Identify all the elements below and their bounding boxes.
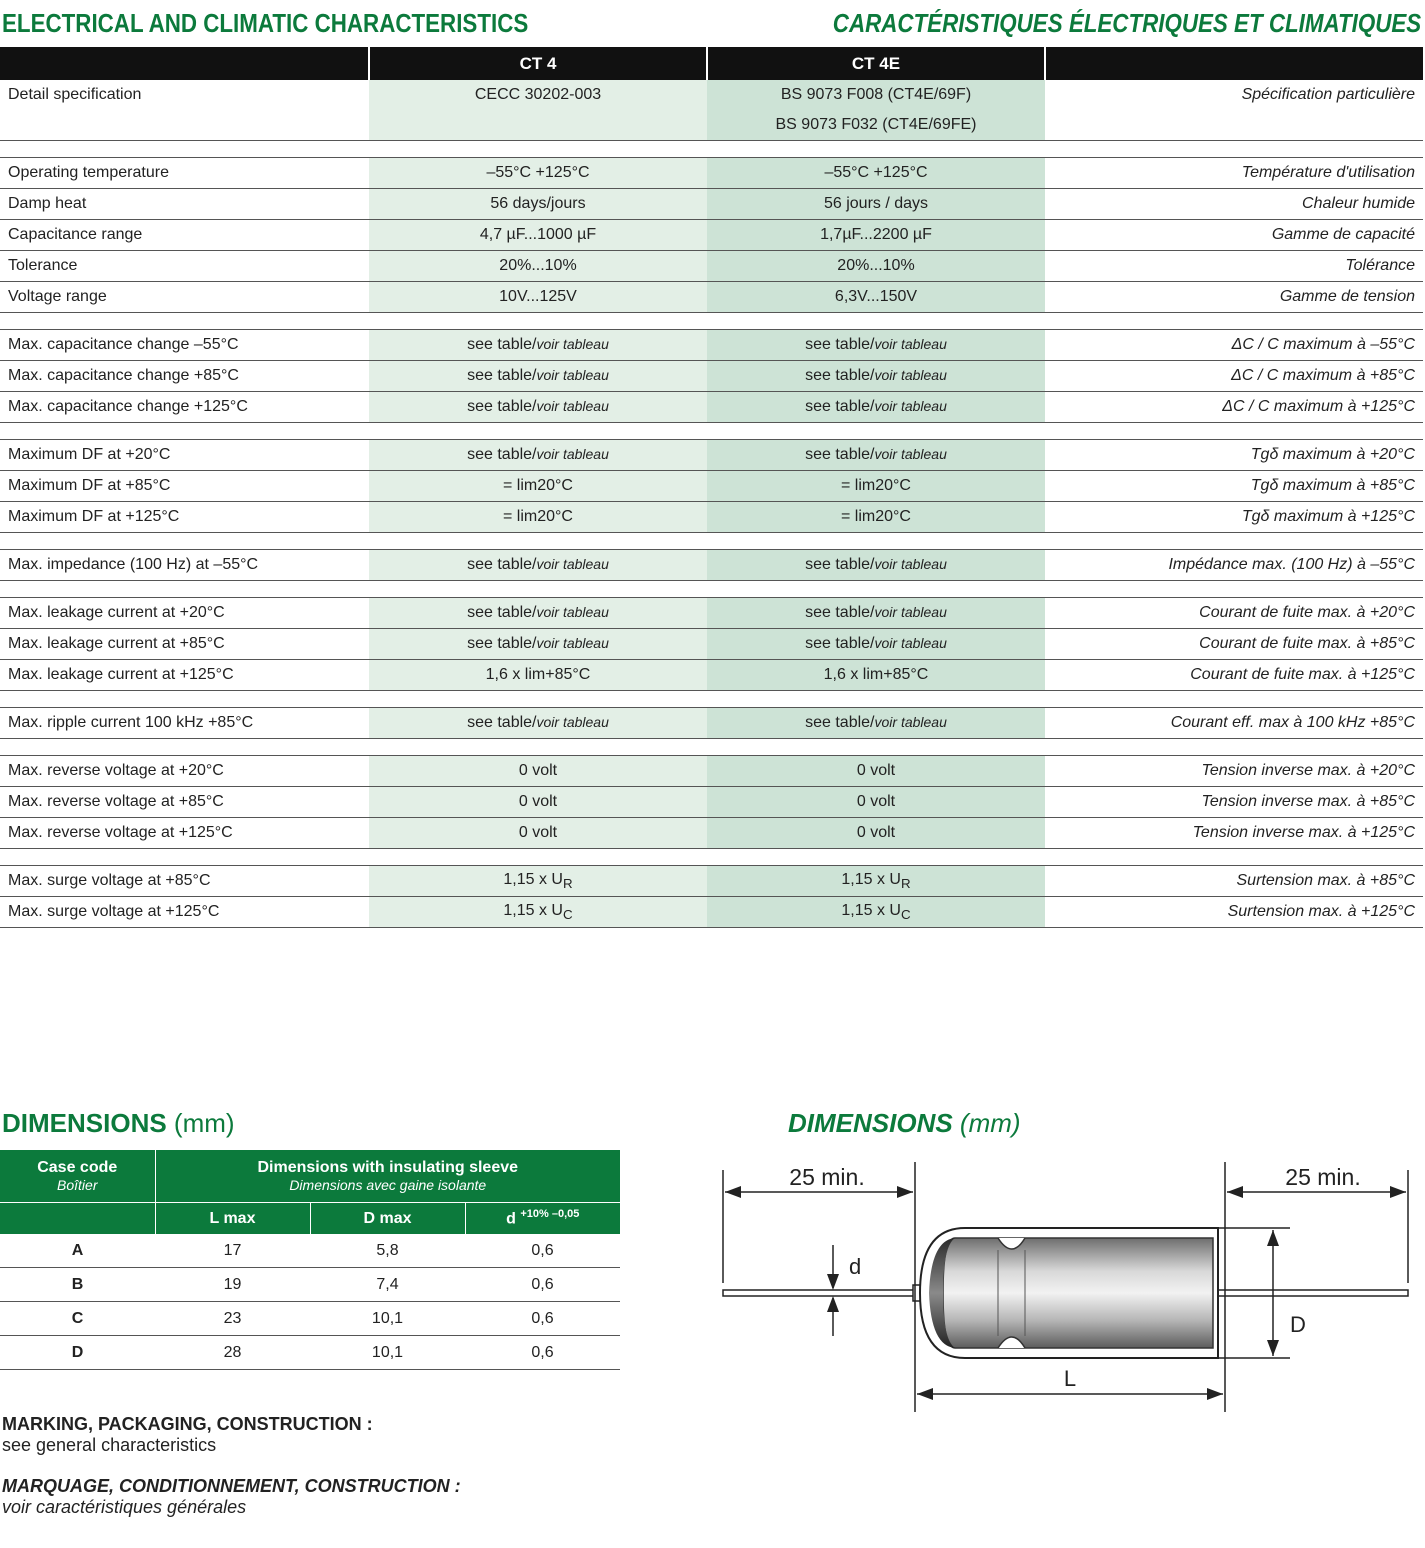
capacitor-dimension-drawing (715, 1150, 1415, 1420)
row-label-fr: Tension inverse max. à +20°C (1045, 756, 1423, 787)
d-small-cell: 0,6 (465, 1336, 620, 1370)
table-row (0, 629, 1423, 660)
ct4-value: 20%...10% (369, 251, 707, 282)
ct4-value: see table/voir tableau (369, 440, 707, 471)
row-label-fr: ΔC / C maximum à +125°C (1045, 392, 1423, 423)
table-row (0, 392, 1423, 423)
l-max-cell: 19 (155, 1268, 310, 1302)
ct4-value: see table/voir tableau (369, 598, 707, 629)
d-max-header: D max (310, 1203, 465, 1235)
table-row (0, 550, 1423, 581)
ct4e-value: 0 volt (707, 756, 1045, 787)
row-label-fr: Surtension max. à +125°C (1045, 897, 1423, 928)
l-max-cell: 28 (155, 1336, 310, 1370)
table-row (0, 251, 1423, 282)
row-label-fr: Spécification particulière (1241, 86, 1415, 103)
d-label: d (849, 1254, 862, 1279)
table-row (0, 158, 1423, 189)
header-blank (0, 47, 369, 80)
ct4e-value: –55°C +125°C (707, 158, 1045, 189)
row-label: Max. reverse voltage at +125°C (0, 818, 369, 849)
table-row (0, 110, 1423, 141)
header-ct4: CT 4 (369, 47, 707, 80)
table-row (0, 598, 1423, 629)
ct4-value: 0 volt (369, 818, 707, 849)
lead-left-label: 25 min. (789, 1164, 865, 1190)
ct4e-value: 0 volt (707, 787, 1045, 818)
ct4-value: = lim20°C (369, 502, 707, 533)
d-max-cell: 5,8 (310, 1234, 465, 1268)
marking-note-en: MARKING, PACKAGING, CONSTRUCTION : see general characteristics (2, 1414, 373, 1455)
ct4e-value: 0 volt (707, 818, 1045, 849)
row-label-fr: Gamme de tension (1045, 282, 1423, 313)
ct4-value: see table/voir tableau (369, 361, 707, 392)
left-lead (723, 1290, 918, 1296)
row-label: Damp heat (0, 189, 369, 220)
row-label-fr: Tension inverse max. à +125°C (1045, 818, 1423, 849)
row-label-fr: Tgδ maximum à +125°C (1045, 502, 1423, 533)
row-label: Operating temperature (0, 158, 369, 189)
row-label-fr: Courant de fuite max. à +85°C (1045, 629, 1423, 660)
dimension-row (0, 1302, 620, 1336)
d-small-cell: 0,6 (465, 1234, 620, 1268)
ct4e-value: 20%...10% (707, 251, 1045, 282)
ct4-value: 56 days/jours (369, 189, 707, 220)
row-label-fr: Tgδ maximum à +20°C (1045, 440, 1423, 471)
l-max-cell: 23 (155, 1302, 310, 1336)
header-blank-right (1045, 47, 1423, 80)
row-label-fr: Courant de fuite max. à +20°C (1045, 598, 1423, 629)
table-row (0, 818, 1423, 849)
ct4-value: see table/voir tableau (369, 550, 707, 581)
case-code-cell: A (0, 1234, 155, 1268)
case-code-header: Case code Boîtier (0, 1150, 155, 1203)
d-small-header: d $^{+10\% -0,05}$ (465, 1203, 620, 1235)
ct4e-value: BS 9073 F032 (CT4E/69FE) (707, 110, 1045, 141)
row-label-fr: Chaleur humide (1045, 189, 1423, 220)
ct4e-value: see table/voir tableau (707, 598, 1045, 629)
table-row (0, 502, 1423, 533)
row-label: Max. leakage current at +85°C (0, 629, 369, 660)
L-label: L (1063, 1366, 1077, 1391)
ct4-value: see table/voir tableau (369, 330, 707, 361)
table-row (0, 330, 1423, 361)
row-label: Max. reverse voltage at +85°C (0, 787, 369, 818)
ct4e-value: 56 jours / days (707, 189, 1045, 220)
dimensions-title: DIMENSIONS (mm) (2, 1108, 235, 1138)
row-label: Max. capacitance change +125°C (0, 392, 369, 423)
characteristics-table (0, 47, 1423, 928)
row-label-fr: Courant eff. max à 100 kHz +85°C (1045, 708, 1423, 739)
ct4e-value: 1,6 x lim+85°C (707, 660, 1045, 691)
ct4e-value: see table/voir tableau (707, 629, 1045, 660)
dimension-row (0, 1336, 620, 1370)
section-title-en: ELECTRICAL AND CLIMATIC CHARACTERISTICS (2, 8, 529, 38)
ct4e-value: = lim20°C (707, 471, 1045, 502)
capacitor-body (943, 1238, 1213, 1348)
right-lead (1218, 1290, 1408, 1296)
table-row (0, 220, 1423, 251)
d-max-cell: 7,4 (310, 1268, 465, 1302)
ct4e-value: 1,15 x $U_R$ (707, 866, 1045, 897)
row-label-fr: Température d'utilisation (1045, 158, 1423, 189)
d-max-cell: 10,1 (310, 1336, 465, 1370)
row-label: Capacitance range (0, 220, 369, 251)
table-row (0, 361, 1423, 392)
d-small-cell: 0,6 (465, 1302, 620, 1336)
dimensions-header: Dimensions with insulating sleeve Dimensions avec gaine isolante (155, 1150, 620, 1203)
D-label: D (1290, 1312, 1306, 1337)
ct4e-value: = lim20°C (707, 502, 1045, 533)
row-label-fr: Gamme de capacité (1045, 220, 1423, 251)
header-ct4e: CT 4E (707, 47, 1045, 80)
section-title-fr: CARACTÉRISTIQUES ÉLECTRIQUES ET CLIMATIQUES (832, 8, 1421, 38)
row-label: Tolerance (0, 251, 369, 282)
row-label-fr: Impédance max. (100 Hz) à –55°C (1045, 550, 1423, 581)
row-label-fr: Courant de fuite max. à +125°C (1045, 660, 1423, 691)
row-label: Max. impedance (100 Hz) at –55°C (0, 550, 369, 581)
ct4-value: = lim20°C (369, 471, 707, 502)
row-label: Max. leakage current at +125°C (0, 660, 369, 691)
table-row (0, 897, 1423, 928)
row-label: Max. capacitance change +85°C (0, 361, 369, 392)
d-max-cell: 10,1 (310, 1302, 465, 1336)
ct4-value: –55°C +125°C (369, 158, 707, 189)
ct4e-value: see table/voir tableau (707, 330, 1045, 361)
table-row (0, 756, 1423, 787)
row-label: Detail specification (8, 86, 142, 103)
table-row (0, 440, 1423, 471)
l-max-cell: 17 (155, 1234, 310, 1268)
row-label-fr: Surtension max. à +85°C (1045, 866, 1423, 897)
dimensions-table (0, 1150, 620, 1370)
ct4e-value: see table/voir tableau (707, 440, 1045, 471)
ct4e-value: 6,3V...150V (707, 282, 1045, 313)
ct4-value: 1,15 x $U_R$ (369, 866, 707, 897)
table-row (0, 189, 1423, 220)
ct4e-value: see table/voir tableau (707, 550, 1045, 581)
ct4-value: 4,7 µF...1000 µF (369, 220, 707, 251)
table-header-row (0, 47, 1423, 80)
lead-right-label: 25 min. (1285, 1164, 1361, 1190)
l-max-header: L max (155, 1203, 310, 1235)
row-label-fr: Tolérance (1045, 251, 1423, 282)
dimension-row (0, 1234, 620, 1268)
case-code-cell: C (0, 1302, 155, 1336)
ct4-value: see table/voir tableau (369, 708, 707, 739)
case-code-cell: B (0, 1268, 155, 1302)
row-label: Max. surge voltage at +85°C (0, 866, 369, 897)
row-label: Voltage range (0, 282, 369, 313)
row-label: Max. surge voltage at +125°C (0, 897, 369, 928)
marking-note-fr: MARQUAGE, CONDITIONNEMENT, CONSTRUCTION : voir caractéristiques générales (2, 1476, 461, 1517)
dimensions-title-fr: DIMENSIONS (mm) (788, 1108, 1021, 1138)
ct4-value: CECC 30202-003 (369, 80, 707, 110)
ct4e-value: 1,7µF...2200 µF (707, 220, 1045, 251)
ct4-value: 0 volt (369, 787, 707, 818)
row-label-fr: Tgδ maximum à +85°C (1045, 471, 1423, 502)
dimension-row (0, 1268, 620, 1302)
row-label: Maximum DF at +125°C (0, 502, 369, 533)
row-label-fr: Tension inverse max. à +85°C (1045, 787, 1423, 818)
row-label: Max. leakage current at +20°C (0, 598, 369, 629)
table-row (0, 660, 1423, 691)
row-label-fr: ΔC / C maximum à +85°C (1045, 361, 1423, 392)
ct4-value: 1,6 x lim+85°C (369, 660, 707, 691)
row-label: Max. capacitance change –55°C (0, 330, 369, 361)
d-small-cell: 0,6 (465, 1268, 620, 1302)
ct4-value: see table/voir tableau (369, 392, 707, 423)
ct4e-value: 1,15 x $U_C$ (707, 897, 1045, 928)
ct4e-value: see table/voir tableau (707, 392, 1045, 423)
table-row (0, 282, 1423, 313)
row-label: Max. ripple current 100 kHz +85°C (0, 708, 369, 739)
ct4e-value: see table/voir tableau (707, 708, 1045, 739)
row-label-fr: ΔC / C maximum à –55°C (1045, 330, 1423, 361)
row-label: Maximum DF at +85°C (0, 471, 369, 502)
table-row (0, 80, 1423, 110)
ct4e-value: BS 9073 F008 (CT4E/69F) (707, 80, 1045, 110)
case-code-cell: D (0, 1336, 155, 1370)
table-row (0, 866, 1423, 897)
row-label: Maximum DF at +20°C (0, 440, 369, 471)
ct4-value: see table/voir tableau (369, 629, 707, 660)
table-row (0, 787, 1423, 818)
row-label: Max. reverse voltage at +20°C (0, 756, 369, 787)
ct4-value: 0 volt (369, 756, 707, 787)
table-row (0, 471, 1423, 502)
ct4-value: 1,15 x $U_C$ (369, 897, 707, 928)
ct4-value: 10V...125V (369, 282, 707, 313)
ct4e-value: see table/voir tableau (707, 361, 1045, 392)
table-row (0, 708, 1423, 739)
